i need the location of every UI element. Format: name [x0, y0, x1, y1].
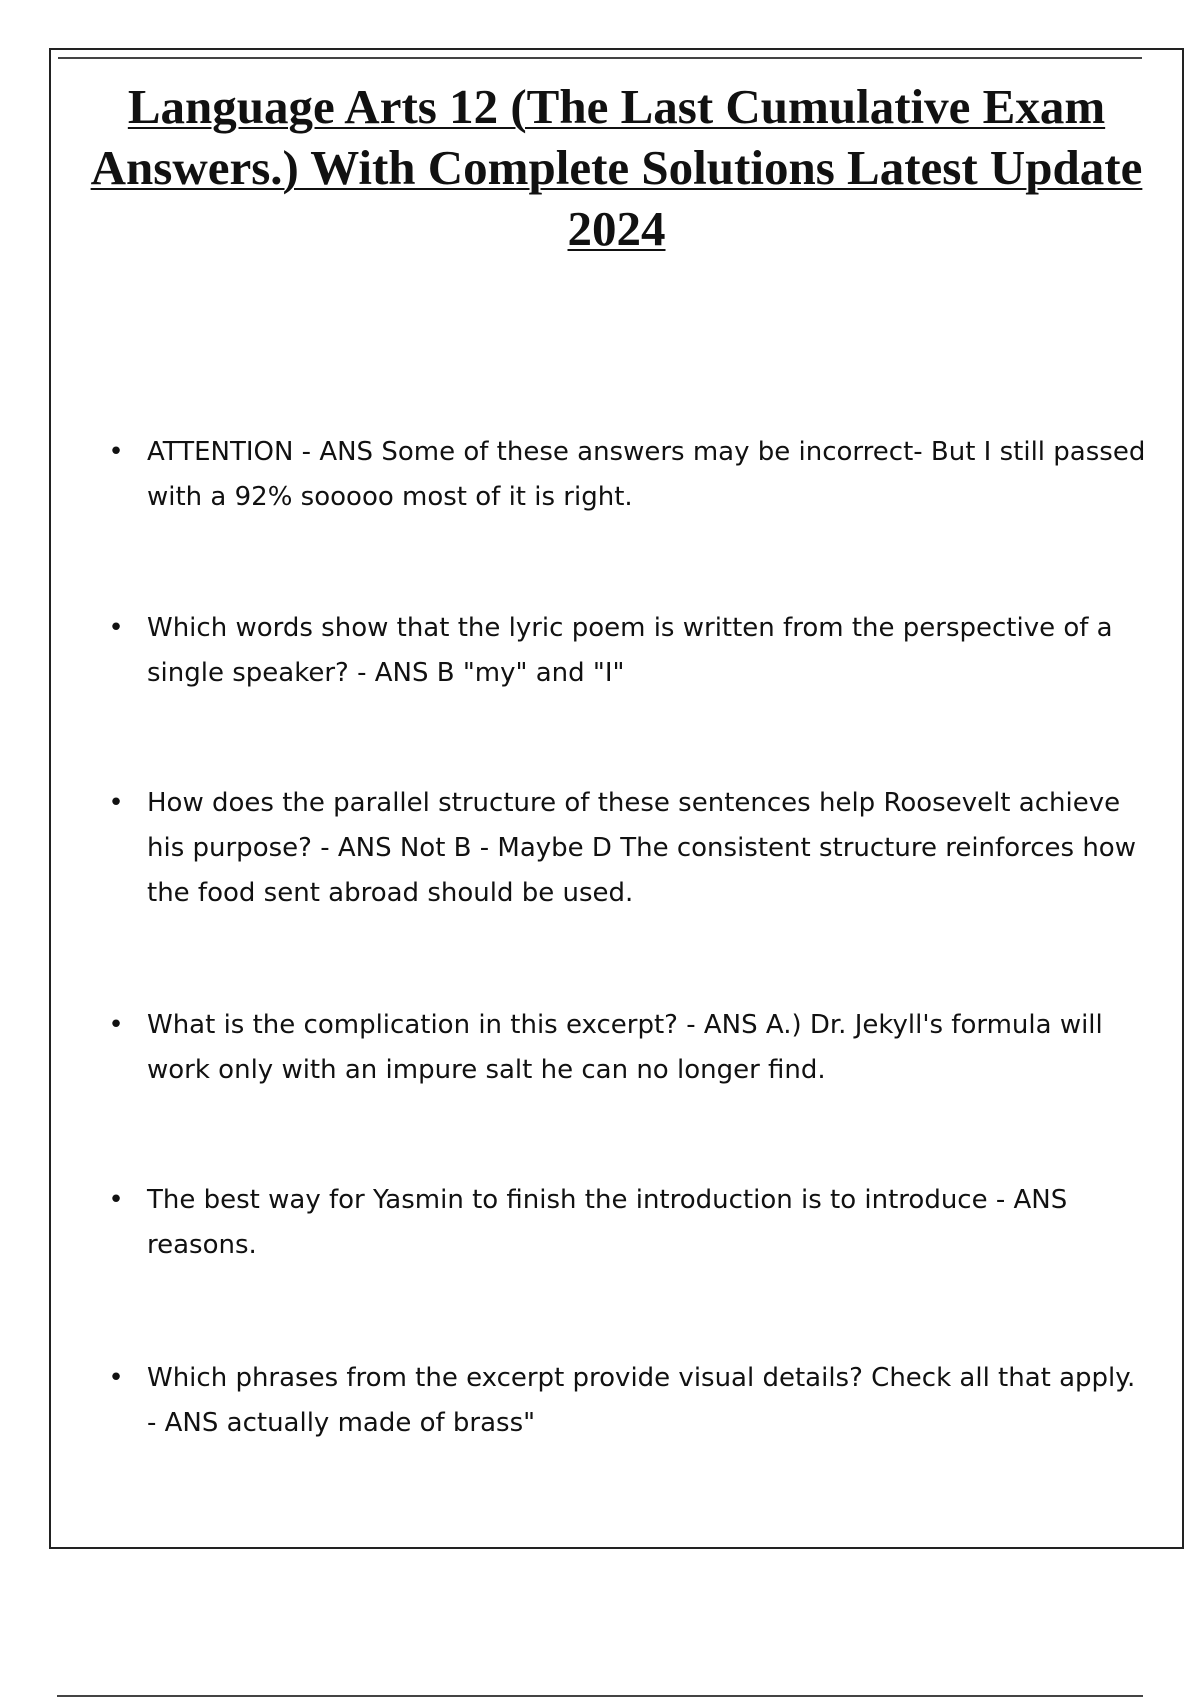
qa-item-text: What is the complication in this excerpt? - ANS A.) Dr. Jekyll's formula will work only with an impure salt he can no longer find.: [147, 1010, 1103, 1085]
qa-item-visual-details: [108, 1356, 1147, 1446]
qa-item-text: ATTENTION - ANS Some of these answers may be incorrect- But I still passed with a 92% sooooo most of it is right.: [147, 437, 1146, 512]
bullet-icon: •: [108, 1010, 124, 1040]
bullet-icon: •: [108, 613, 124, 643]
bullet-icon: •: [108, 1363, 124, 1393]
top-rule: [58, 57, 1142, 59]
document-title: Language Arts 12 (The Last Cumulative Exam Answers.) With Complete Solutions Latest Update 2024: [90, 79, 1143, 256]
bullet-icon: •: [108, 788, 124, 818]
qa-item-attention: [108, 430, 1147, 520]
qa-item-text: The best way for Yasmin to finish the introduction is to introduce - ANS reasons.: [147, 1185, 1068, 1260]
document-frame: [49, 48, 1184, 1549]
qa-item-lyric-poem: [108, 606, 1147, 696]
bullet-icon: •: [108, 1185, 124, 1215]
qa-item-text: Which words show that the lyric poem is written from the perspective of a single speaker? - ANS B "my" and "I": [147, 613, 1113, 688]
bottom-rule: [57, 1695, 1143, 1697]
bullet-icon: •: [108, 437, 124, 467]
qa-item-text: How does the parallel structure of these sentences help Roosevelt achieve his purpose? - ANS Not B - Maybe D The consistent structure reinforces how the food sent abroad should be used.: [147, 788, 1136, 908]
qa-item-text: Which phrases from the excerpt provide visual details? Check all that apply. - ANS actually made of brass": [147, 1363, 1136, 1438]
qa-item-complication: [108, 1003, 1147, 1093]
qa-item-parallel-structure: [108, 781, 1147, 916]
qa-item-introduction: [108, 1178, 1147, 1268]
